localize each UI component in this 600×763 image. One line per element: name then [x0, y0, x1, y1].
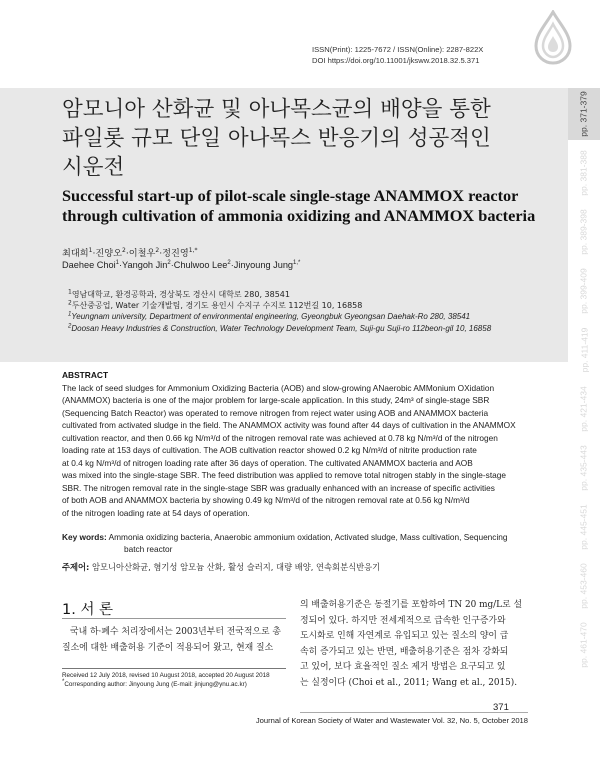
footnote-divider — [62, 668, 286, 669]
side-tab-label: pp. 371-379 — [579, 91, 589, 137]
body-text-left — [62, 625, 288, 656]
body-line: 속히 증가되고 있는 반면, 배출허용기준은 점차 강화되 — [300, 646, 509, 657]
side-tab-label: pp. 381-388 — [579, 150, 589, 196]
keywords-ko-label: 주제어: — [62, 562, 90, 572]
abstract-line: of the nitrogen loading rate at 54 days of operation. — [62, 507, 250, 518]
side-page-tabs — [568, 88, 600, 680]
body-text-right — [300, 598, 526, 691]
side-tab-9[interactable] — [568, 560, 600, 612]
body-line: 는 실정이다 (Choi et al., 2011; Wang et al., 2015). — [300, 677, 518, 688]
title-ko-line: 시운전 — [62, 155, 125, 180]
affil-text: Doosan Heavy Industries & Construction, Water Technology Development Team, Suji-gu Suji-ro 112beon-gil 10, 16858 — [71, 323, 492, 333]
side-tab-7[interactable] — [568, 442, 600, 494]
abstract-line: loading rate at 153 days of cultivation. The AOB cultivation reactor showed 0.2 kg N/m³/d of nitrite production rate — [62, 445, 477, 456]
side-tab-5[interactable] — [568, 324, 600, 376]
doi-line: DOI https://doi.org/10.11001/jksww.2018.32.5.371 — [312, 56, 480, 65]
side-tab-label: pp. 453-460 — [579, 563, 589, 609]
affiliations — [68, 289, 491, 334]
keywords-english — [62, 531, 508, 555]
abstract-line: of both AOB and ANAMMOX bacteria by showing 0.49 kg N/m³/d of the nitrogen removal rate at 0.56 kg N/m³/d — [62, 495, 470, 506]
abstract-body — [62, 382, 522, 519]
author-sup: 2 — [155, 246, 160, 254]
abstract-line: (Sequencing Batch Reactor) was operated to remove nitrogen from reject water using AOB and ANAMMOX bacteria — [62, 407, 489, 418]
section-divider — [62, 618, 286, 619]
author-sup: 2 — [227, 259, 231, 266]
abstract-line: (ANAMMOX) bacteria is one of the major problem for large-scale application. In this study, 24m³ of single-stage SBR — [62, 395, 490, 406]
side-tab-8[interactable] — [568, 501, 600, 553]
journal-logo — [528, 10, 578, 66]
side-tab-6[interactable] — [568, 383, 600, 435]
authors-english — [62, 260, 300, 270]
journal-footer: Journal of Korean Society of Water and Wastewater Vol. 32, No. 5, October 2018 — [255, 716, 528, 725]
keywords-text-cont: batch reactor — [124, 544, 173, 554]
side-tab-label: pp. 389-398 — [579, 209, 589, 255]
affil-text: 두산중공업, Water 기술개발팀, 경기도 용인시 수지구 수지로 112번길 10, 16858 — [71, 301, 363, 311]
keywords-label: Key words: — [62, 532, 107, 542]
author-name: ·Chulwoo Lee — [170, 260, 228, 270]
author-name: ·Yangoh Jin — [118, 260, 168, 270]
affiliation-ko-2 — [68, 300, 491, 311]
title-en-line: through cultivation of ammonia oxidizing and ANAMMOX bacteria — [62, 206, 536, 225]
affil-sup: 1 — [68, 311, 72, 318]
footnotes — [62, 672, 270, 689]
body-line: 도시화로 인해 자연계로 유입되고 있는 질소의 양이 급 — [300, 631, 509, 641]
author-sup: 2 — [122, 246, 126, 254]
body-line: 정되어 있다. 하지만 전세계적으로 급속한 인구증가와 — [300, 615, 506, 626]
author-name: ·정진영 — [159, 248, 189, 259]
side-tab-4[interactable] — [568, 265, 600, 317]
title-ko-line: 암모니아 산화균 및 아나목스균의 배양을 통한 — [62, 97, 491, 122]
received-dates: Received 12 July 2018, revised 10 August 2018, accepted 20 August 2018 — [62, 672, 270, 679]
affil-sup: 2 — [68, 299, 72, 307]
side-tab-1[interactable] — [568, 88, 600, 140]
author-name: 최대희 — [62, 248, 89, 259]
affil-sup: 1 — [68, 288, 72, 296]
author-sup: 1,* — [188, 246, 198, 254]
abstract-line: cultivation reactor, and then 0.66 kg N/m³/d of the nitrogen removal rate was achieved at 0.78 kg N/m³/d of the nitrogen — [62, 432, 498, 443]
body-line: 국내 하·폐수 처리장에서는 2003년부터 전국적으로 총 — [70, 627, 281, 637]
side-tab-label: pp. 399-409 — [579, 268, 589, 314]
keywords-korean — [62, 561, 380, 573]
side-tab-label: pp. 461-470 — [579, 622, 589, 668]
affil-text: Yeungnam university, Department of environmental engineering, Gyeongbuk Gyeongsan Daehak-Ro 280, 38541 — [71, 312, 471, 322]
keywords-text: Ammonia oxidizing bacteria, Anaerobic ammonium oxidation, Activated sludge, Mass cultivation, Sequencing — [108, 532, 508, 542]
title-english — [62, 186, 552, 226]
corresponding-author — [62, 678, 270, 690]
authors-korean — [62, 245, 198, 259]
page-number: 371 — [493, 702, 509, 713]
affiliation-en-1 — [68, 311, 491, 322]
author-name: ·진양오 — [92, 248, 123, 259]
affil-sup: 2 — [68, 322, 72, 329]
side-tab-label: pp. 411-419 — [579, 327, 589, 373]
author-sup: 1,* — [293, 259, 301, 266]
abstract-line: SBR. The nitrogen removal rate in the single-stage SBR was gradually enhanced with an increase of specific activities — [62, 482, 495, 493]
corr-text: Corresponding author: Jinyoung Jung (E-mail: jinjung@ynu.ac.kr) — [64, 680, 247, 688]
issn-block — [312, 44, 483, 66]
abstract-line: The lack of seed sludges for Ammonium Oxidizing Bacteria (AOB) and slow-growing ANaerobic AMMonium OXidation — [62, 383, 495, 393]
title-ko-line: 파일롯 규모 단일 아나목스 반응기의 성공적인 — [62, 126, 491, 151]
author-sup: 1 — [115, 259, 119, 266]
title-en-line: Successful start-up of pilot-scale single-stage ANAMMOX reactor — [62, 186, 519, 205]
affil-text: 영남대학교, 환경공학과, 경상북도 경산시 대학로 280, 38541 — [71, 290, 290, 299]
abstract-line: at 0.4 kg N/m³/d of nitrogen loading rate after 36 days of operation. The cultivated ANAMMOX bacteria and AOB — [62, 457, 473, 468]
author-sup: 2 — [167, 259, 171, 266]
issn-line: ISSN(Print): 1225-7672 / ISSN(Online): 2287-822X — [312, 45, 484, 54]
section-title-introduction: 1. 서 론 — [62, 602, 114, 618]
side-tab-label: pp. 445-451 — [579, 504, 589, 550]
author-name: ·Jinyoung Jung — [230, 260, 294, 270]
side-tab-label: pp. 435-443 — [579, 445, 589, 491]
affiliation-ko-1 — [68, 289, 491, 300]
abstract-line: cultivated from activated sludge in the field. The ANAMMOX activity was found after 44 days of cultivation in the ANAMMOX — [62, 420, 516, 431]
body-line: 의 배출허용기준은 동절기를 포함하여 TN 20 mg/L로 설 — [300, 600, 523, 610]
abstract-line: was mixed into the single-stage SBR. The feed distribution was applied to remove total nitrogen stably in the single-stage — [62, 470, 506, 481]
body-line: 고 있어, 보다 효율적인 질소 제거 방법은 요구되고 있 — [300, 662, 506, 672]
body-line: 질소에 대한 배출허용 기준이 적용되어 왔고, 현재 질소 — [62, 642, 274, 653]
abstract-heading: ABSTRACT — [62, 370, 109, 380]
side-tab-label: pp. 421-434 — [579, 386, 589, 432]
affiliation-en-2 — [68, 323, 491, 334]
author-sup: 1 — [88, 246, 93, 254]
side-tab-3[interactable] — [568, 206, 600, 258]
corr-sup: * — [62, 678, 65, 685]
author-name: Daehee Choi — [62, 260, 116, 270]
author-name: ·이철우 — [125, 248, 156, 259]
keywords-ko-text: 암모니아산화균, 혐기성 암모늄 산화, 활성 슬러지, 대량 배양, 연속회분식반응기 — [92, 562, 381, 572]
title-korean — [62, 95, 552, 182]
side-tab-2[interactable] — [568, 147, 600, 199]
side-tab-10[interactable] — [568, 619, 600, 671]
